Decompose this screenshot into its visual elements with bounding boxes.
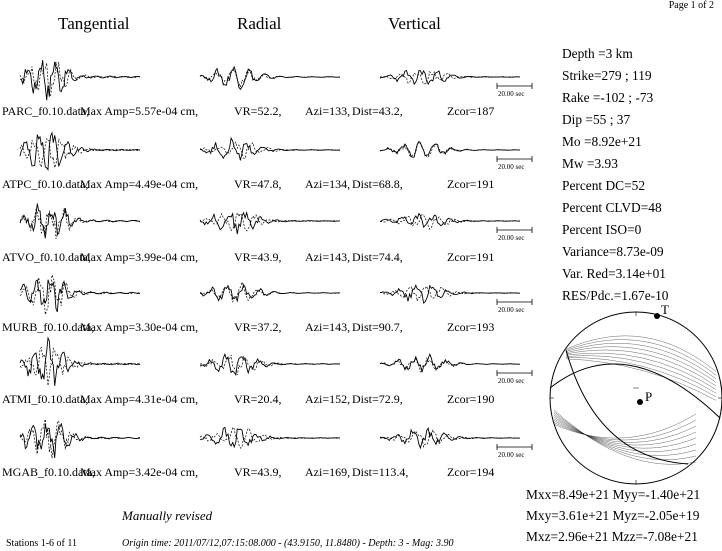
station-vr: VR=20.4, — [234, 392, 282, 406]
station-info-line — [2, 177, 522, 191]
time-scale-label: 20.00 sec — [498, 306, 525, 314]
waveform-trace — [20, 133, 140, 170]
station-dist: Dist=43.2, — [352, 104, 403, 118]
station-max-amp: Max Amp=4.49e-04 cm, — [80, 177, 199, 191]
station-vr: VR=47.8, — [234, 177, 282, 191]
station-dist: Dist=74.4, — [352, 250, 403, 264]
station-vr: VR=43.9, — [234, 465, 282, 479]
stations-range: Stations 1-6 of 11 — [6, 538, 78, 549]
param-variance: Variance=8.73e-09 — [562, 244, 664, 259]
param-percent-iso: Percent ISO=0 — [562, 222, 642, 237]
station-info-line — [2, 392, 522, 406]
time-scale-label: 20.00 sec — [498, 163, 525, 171]
station-azi: Azi=134, — [305, 177, 351, 191]
param-dip: Dip =55 ; 37 — [562, 112, 631, 127]
origin-info: Origin time: 2011/07/12,07:15:08.000 - (43.9150, 11.8480) - Depth: 3 - Mag: 3.90 — [122, 538, 454, 549]
waveform-trace — [200, 282, 340, 302]
page-number: Page 1 of 2 — [668, 0, 714, 11]
beachball — [550, 312, 722, 484]
station-max-amp: Max Amp=3.42e-04 cm, — [80, 465, 199, 479]
moment-tensor-row3: Mxz=2.96e+21 Mzz=-7.08e+21 — [526, 529, 698, 544]
station-dist: Dist=72.9, — [352, 392, 403, 406]
column-header-radial: Radial — [237, 14, 282, 33]
station-info-line — [2, 465, 522, 479]
waveform-trace — [20, 338, 140, 386]
station-info-line — [2, 250, 522, 264]
waveform-trace — [380, 354, 520, 372]
param-res-pdc: RES/Pdc.=1.67e-10 — [562, 288, 669, 303]
waveform-trace — [20, 275, 140, 315]
column-header-vertical: Vertical — [388, 14, 441, 33]
station-file: ATMI_f0.10.data, — [2, 392, 89, 406]
manually-revised-note: Manually revised — [122, 508, 213, 523]
station-zcor: Zcor=194 — [447, 465, 495, 479]
beachball-t-label: T — [661, 302, 669, 317]
time-scale-bar — [497, 370, 532, 385]
param-mw: Mw =3.93 — [562, 156, 618, 171]
station-azi: Azi=152, — [305, 392, 351, 406]
station-zcor: Zcor=193 — [447, 320, 495, 334]
station-max-amp: Max Amp=5.57e-04 cm, — [80, 104, 199, 118]
time-scale-bar — [497, 156, 532, 171]
p-axis-dot — [637, 399, 643, 405]
station-file: ATVO_f0.10.data, — [2, 250, 91, 264]
time-scale-bar — [497, 227, 532, 242]
station-azi: Azi=143, — [305, 320, 351, 334]
waveform-trace — [380, 214, 520, 230]
waveform-trace — [20, 60, 140, 100]
param-percent-dc: Percent DC=52 — [562, 178, 646, 193]
time-scale-bar — [497, 444, 532, 459]
time-scale-label: 20.00 sec — [498, 234, 525, 242]
station-zcor: Zcor=191 — [447, 177, 495, 191]
beachball-p-label: P — [645, 389, 653, 404]
station-file: MURB_f0.10.data, — [2, 320, 95, 334]
param-var-red: Var. Red=3.14e+01 — [562, 266, 666, 281]
waveform-trace — [380, 285, 520, 303]
station-info-line — [2, 104, 522, 118]
station-zcor: Zcor=187 — [447, 104, 495, 118]
station-max-amp: Max Amp=4.31e-04 cm, — [80, 392, 199, 406]
station-dist: Dist=90.7, — [352, 320, 403, 334]
waveform-trace — [200, 427, 340, 448]
station-dist: Dist=68.8, — [352, 177, 403, 191]
waveform-trace — [200, 354, 340, 375]
param-mo: Mo =8.92e+21 — [562, 134, 642, 149]
waveform-trace — [200, 67, 340, 89]
param-strike: Strike=279 ; 119 — [562, 68, 652, 83]
time-scale-label: 20.00 sec — [498, 90, 525, 98]
station-vr: VR=43.9, — [234, 250, 282, 264]
station-azi: Azi=143, — [305, 250, 351, 264]
time-scale-label: 20.00 sec — [498, 377, 525, 385]
station-file: ATPC_f0.10.data, — [2, 177, 89, 191]
station-vr: VR=52.2, — [234, 104, 282, 118]
waveform-trace — [20, 204, 140, 239]
time-scale-bar — [497, 83, 532, 98]
station-azi: Azi=133, — [305, 104, 351, 118]
station-azi: Azi=169, — [305, 465, 351, 479]
station-file: MGAB_f0.10.data, — [2, 465, 95, 479]
waveform-trace — [380, 142, 520, 158]
t-axis-dot — [654, 313, 660, 319]
station-zcor: Zcor=191 — [447, 250, 495, 264]
station-zcor: Zcor=190 — [447, 392, 495, 406]
station-info-line — [2, 320, 522, 334]
waveform-trace — [200, 213, 340, 234]
station-max-amp: Max Amp=3.99e-04 cm, — [80, 250, 199, 264]
station-vr: VR=37.2, — [234, 320, 282, 334]
station-dist: Dist=113.4, — [352, 465, 409, 479]
column-header-tangential: Tangential — [58, 14, 130, 33]
waveform-trace — [380, 71, 520, 85]
time-scale-label: 20.00 sec — [498, 451, 525, 459]
waveform-trace — [200, 138, 340, 160]
time-scale-bar — [497, 299, 532, 314]
param-percent-clvd: Percent CLVD=48 — [562, 200, 662, 215]
waveform-trace — [20, 419, 140, 458]
station-max-amp: Max Amp=3.30e-04 cm, — [80, 320, 199, 334]
moment-tensor-row1: Mxx=8.49e+21 Myy=-1.40e+21 — [526, 487, 701, 502]
param-rake: Rake =-102 ; -73 — [562, 90, 654, 105]
waveform-trace — [380, 428, 520, 448]
moment-tensor-row2: Mxy=3.61e+21 Myz=-2.05e+19 — [526, 508, 700, 523]
param-depth: Depth =3 km — [562, 46, 633, 61]
station-file: PARC_f0.10.data, — [2, 104, 90, 118]
